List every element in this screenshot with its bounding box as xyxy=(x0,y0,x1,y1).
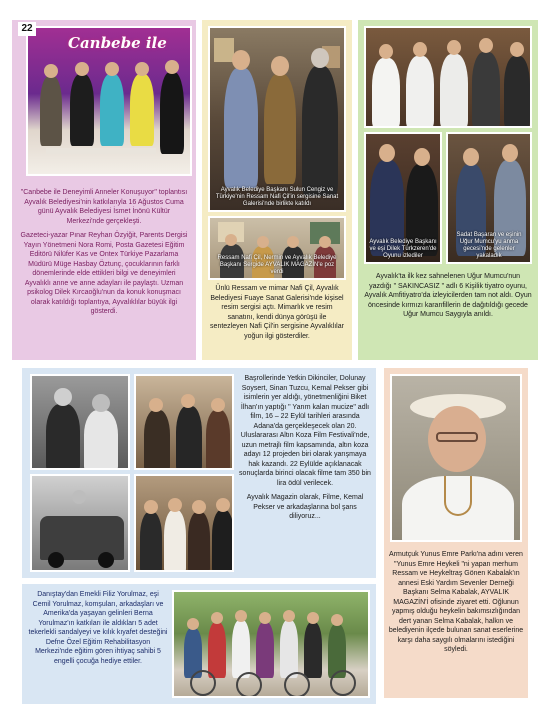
nafi-cil-text xyxy=(208,284,346,346)
canbebe-paragraph-1: "Canbebe ile Deneyimli Anneler Konuşuyor" toplantısı Ayvalık Belediyesi'nin katkılarıyla 16 Ağustos Cuma günü Ayvalık Belediyesi İsmet İnönü Kültür Merkezi'nde gerçekleşti. xyxy=(20,189,188,225)
exhibition-caption-1: Ayvalık Belediye Başkanı Sulun Cengiz ve Türkiye'nin Ressam Nafi Çil'in sergisine Sanat Galerisi'nde birlikte katıldı xyxy=(215,187,339,207)
selma-kabalak-text xyxy=(388,550,524,660)
wheelchair-text xyxy=(28,590,168,671)
exhibition-caption-2: Ressam Nafi Çil, Nermin ve Ayvalık Belediye Başkanı Sergide AYVALIK MAGAZİN'e poz verdi xyxy=(217,255,337,275)
play-caption-2: Ayvalık Belediye Başkanı ve eşi Dilek Türkzeren'de Oyunu izlediler xyxy=(369,239,437,259)
play-audience-photo-2 xyxy=(446,132,532,264)
nafi-cil-paragraph: Ünlü Ressam ve mimar Nafi Çil, Ayvalık Belediyesi Fuaye Sanat Galerisi'nde kişisel resim sergisi açtı. Mimarlık ve resim sanatını, kendi dünya görüşü ile sentezleyen Nafi Çil'in sergisine Ayvalıklılar yoğun ilgi gösterdiler. xyxy=(210,285,344,340)
play-cast-photo xyxy=(364,26,532,128)
selma-kabalak-portrait xyxy=(390,374,522,542)
wheelchair-paragraph: Danıştay'dan Emekli Filiz Yorulmaz, eşi Cemil Yorulmaz, komşuları, arkadaşları ve Amerika'da yaşayan gelinleri Berna Yorulmaz'ın katkıları ile aldıkları 5 adet tekerlekli sandalyeyi ve kılık kıyafet desteğini Defne Özel Eğitim Rehabilitasyon Merkezi'nde eğitim gören ihtiyaç sahibi 5 engelli çocuğa hediye ettiler. xyxy=(28,591,168,665)
film-still-4 xyxy=(134,474,234,572)
canbebe-group-photo xyxy=(26,26,192,176)
exhibition-photo-1 xyxy=(208,26,346,212)
play-paragraph: Ayvalık'ta ilk kez sahnelenen Uğur Mumcu'nun yazdığı " SAKINCASIZ " adlı 6 Kişilik tiyatro oyunu, Ayvalık Amfitiyatro'da izleyicilerden tam not aldı. Oyun öncesinde kırmızı karanfillerin de dağıtıldığı gecede Uğur Mumcu Saygıyla anıldı. xyxy=(364,273,532,318)
canbebe-article xyxy=(12,20,196,360)
film-article xyxy=(22,368,376,578)
wheelchair-group-photo xyxy=(172,590,370,698)
page-number: 22 xyxy=(18,22,36,36)
canbebe-logo: Canbebe ile xyxy=(68,34,167,52)
play-audience-photo-1 xyxy=(364,132,442,264)
selma-kabalak-article xyxy=(384,368,528,698)
film-still-2 xyxy=(134,374,234,470)
film-still-1 xyxy=(30,374,130,470)
play-text xyxy=(364,272,532,325)
film-still-3 xyxy=(30,474,130,572)
wheelchair-donation-article xyxy=(22,584,376,704)
film-text xyxy=(238,374,372,527)
film-paragraph-1: Başrollerinde Yetkin Dikinciler, Dolunay Soysert, Sinan Tuzcu, Kemal Pekser gibi isimlerin yer aldığı, yönetmenliğini Biket İlhan'ın yaptığı " Yarım kalan mucize" adlı film, 16 – 22 Eylül tarihleri arasında Adana'da gerçekleşecek olan 20. Uluslararası Altın Koza Film Festivali'nde, uzun metrajlı film kapsamında, altın koza adayı 12 projeden biri olarak yarışmaya hak kazandı. 22 Eylülde açıklanacak sonuçlarda birinci olacak filme tam 350 bin lira ödül verilecek. xyxy=(239,375,371,487)
canbebe-paragraph-2: Gazeteci-yazar Pınar Reyhan Özyiğit, Parents Dergisi Yayın Yönetmeni Nora Romi, Posta Gazetesi Eğitim Editörü Nilüfer Kas ve Ontex Türkiye Pazarlama Müdürü Müge Hasbay Öztunç, çocuklarının farklı dönemlerinde elde ettikleri bilgi ve deneyimleri Ayvalıklı anne ve anne adayları ile paylaştı. Uzman psikolog Dilek Kırcaoğlu'nun da konuk konuşmacı olarak katıldığı toplantıya, Ayvalıklılar büyük ilgi gösterdi. xyxy=(20,232,188,315)
sakincasiz-play-article xyxy=(358,20,538,360)
film-paragraph-2: Ayvalık Magazin olarak, Filme, Kemal Pekser ve arkadaşlarına bol şans diliyoruz... xyxy=(246,494,364,520)
nafi-cil-exhibition-article xyxy=(202,20,352,360)
selma-kabalak-paragraph: Armutçuk Yunus Emre Parkı'na adını veren "Yunus Emre Heykeli "ni yapan merhum Ressam ve Heykeltraş Gönen Kabalak'ın annesi Eski Yardım Sevenler Derneği Başkanı Selma Kabalak, AYVALIK MAGAZİN'İ ofisinde ziyaret etti. Oğlunun yapmış olduğu heykelin bakımsızlığından dert yanan Selma Kabalak, halkın ve belediyenin ilçede bulunan sanat eserlerine karşı daha saygılı olmalarını istediğini söyledi. xyxy=(388,551,524,653)
exhibition-photo-2 xyxy=(208,216,346,280)
canbebe-text xyxy=(20,188,188,322)
play-caption-3: Sadat Başaran ve eşinin Uğur Mumcu'yu anma gecesi'nde gelenler yakaladık xyxy=(456,232,522,259)
